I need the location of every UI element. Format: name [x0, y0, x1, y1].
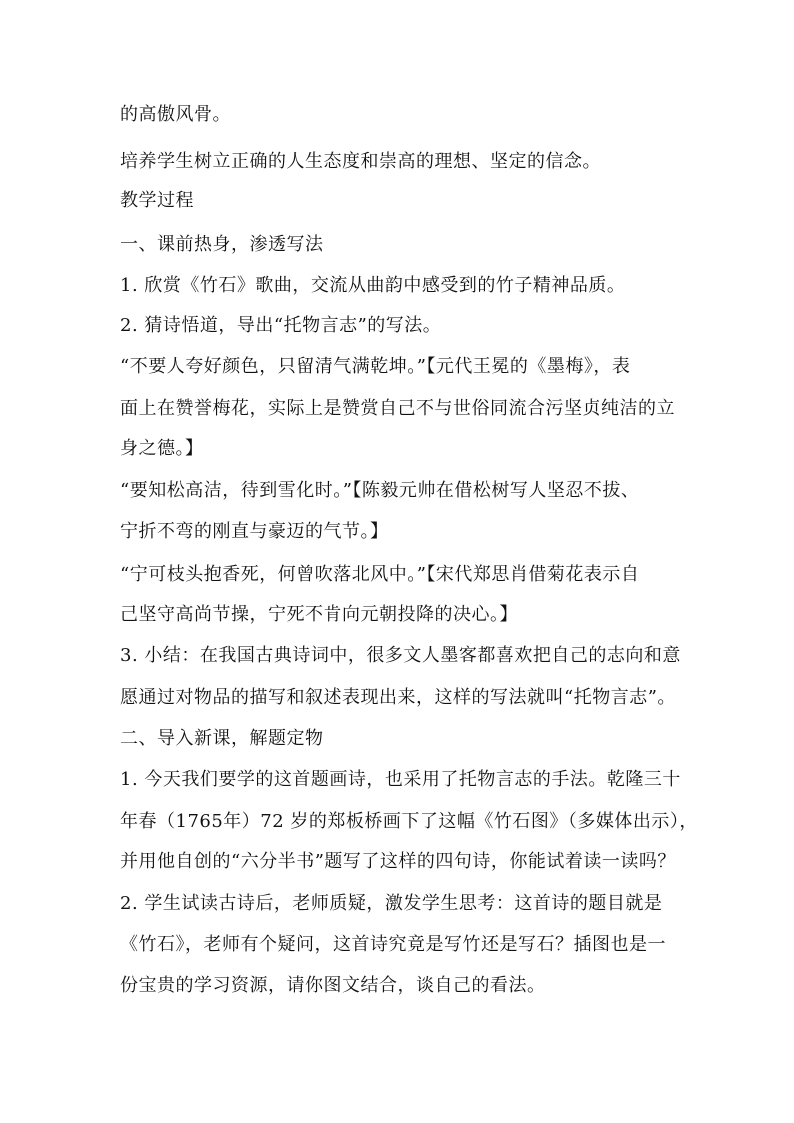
section-heading-teaching-process: 教学过程	[120, 190, 194, 211]
quote-line-mo-mei-2: 面上在赞誉梅花，实际上是赞赏自己不与世俗同流合污坚贞纯洁的立	[120, 398, 675, 419]
text-line-item-2: 2. 猜诗悟道，导出“托物言志”的写法。	[120, 315, 442, 336]
quote-line-ju-1: “宁可枝头抱香死，何曾吹落北风中。”【宋代郑思肖借菊花表示自	[120, 564, 640, 585]
quote-line-song-2: 宁折不弯的刚直与豪迈的气节。】	[120, 521, 389, 542]
text-line-intro-1: 1. 今天我们要学的这首题画诗，也采用了托物言志的手法。乾隆三十	[120, 769, 681, 790]
text-line-intro-2: 年春（1765年）72 岁的郑板桥画下了这幅《竹石图》（多媒体出示），	[120, 811, 698, 832]
text-line-item-1: 1. 欣赏《竹石》歌曲，交流从曲韵中感受到的竹子精神品质。	[120, 275, 626, 296]
text-line-summary-2: 愿通过对物品的描写和叙述表现出来，这样的写法就叫“托物言志”。	[120, 687, 676, 708]
text-line-summary-1: 3. 小结：在我国古典诗词中，很多文人墨客都喜欢把自己的志向和意	[120, 645, 681, 666]
text-line-intro-5: 《竹石》，老师有个疑问，这首诗究竟是写竹还是写石？插图也是一	[120, 934, 666, 955]
quote-line-song-1: “要知松高洁，待到雪化时。”【陈毅元帅在借松树写人坚忍不拔、	[120, 480, 640, 501]
quote-line-mo-mei-1: “不要人夸好颜色，只留清气满乾坤。”【元代王冕的《墨梅》，表	[120, 356, 631, 377]
section-heading-warmup: 一、课前热身，渗透写法	[120, 234, 324, 255]
text-line-objective: 培养学生树立正确的人生态度和崇高的理想、坚定的信念。	[120, 151, 601, 172]
text-line-intro-4: 2. 学生试读古诗后，老师质疑，激发学生思考：这首诗的题目就是	[120, 893, 663, 914]
quote-line-ju-2: 己坚守高尚节操，宁死不肯向元朝投降的决心。】	[120, 604, 518, 625]
section-heading-intro: 二、导入新课，解题定物	[120, 728, 324, 749]
text-line-continuation: 的高傲风骨。	[120, 104, 231, 125]
text-line-intro-3: 并用他自创的“六分半书”题写了这样的四句诗，你能试着读一读吗？	[120, 851, 676, 872]
text-line-intro-6: 份宝贵的学习资源，请你图文结合，谈自己的看法。	[120, 975, 546, 996]
quote-line-mo-mei-3: 身之德。】	[120, 438, 204, 459]
